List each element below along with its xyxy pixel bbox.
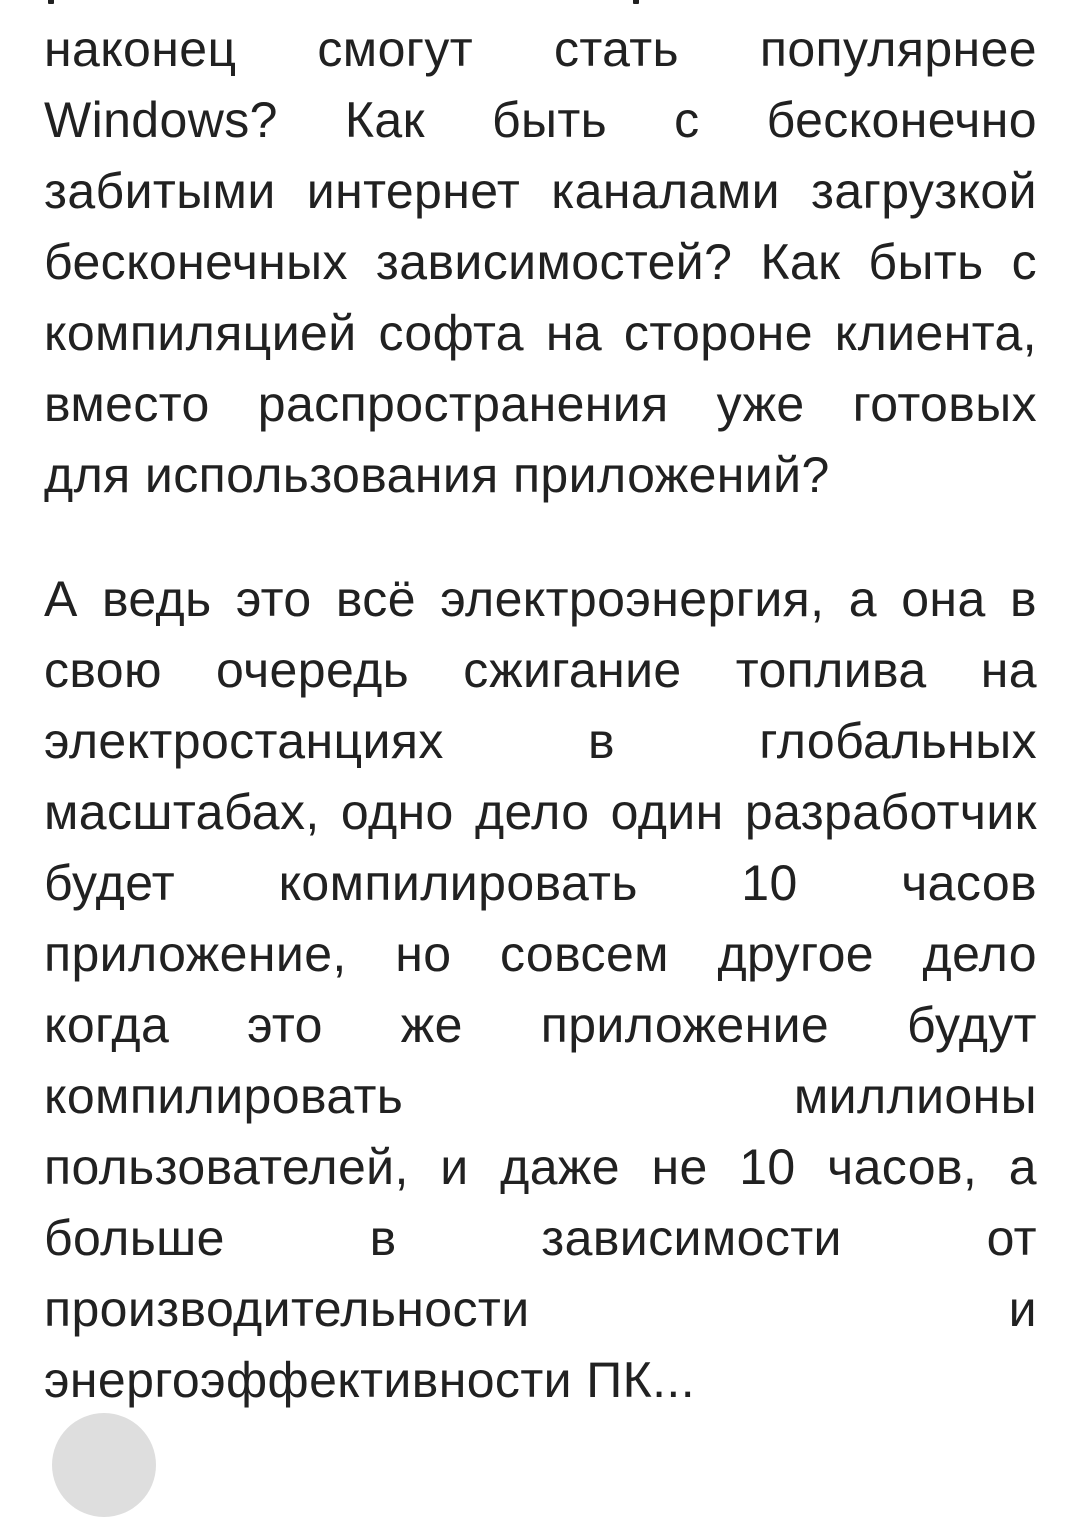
text-line [44,1203,1037,1274]
word: компиляцией [44,305,357,361]
text-line [44,1061,1037,1132]
word: готовых [852,376,1037,432]
word: производительности [44,1281,530,1337]
text-line [44,635,1037,706]
word: с [1011,234,1037,290]
word: масштабах, [44,784,320,840]
word: глобальных [759,713,1037,769]
word: наконец [44,21,237,77]
word: пользователей, [44,1139,409,1195]
word: уже [716,376,805,432]
text-line [44,777,1037,848]
floating-action-button[interactable] [52,1413,156,1517]
word: вместо [44,376,210,432]
word: сжигание [463,642,682,698]
word: популярнее [759,21,1037,77]
word: быть [868,234,984,290]
word: это [247,997,323,1053]
word: в [369,1210,397,1266]
text-line: для использования приложений? [44,447,830,503]
word: же [400,997,463,1053]
word: с [674,92,700,148]
word: загрузкой [811,163,1037,219]
word: каналами [551,163,780,219]
word: другое [717,926,875,982]
word: на [545,305,603,361]
word: один [610,784,724,840]
word: зависимостей? [375,234,733,290]
text-line [44,1274,1037,1345]
text-line [44,564,1037,635]
word: 10 [741,855,798,911]
word: но [395,926,452,982]
word: часов [901,855,1037,911]
word: бесконечно [766,92,1037,148]
word: очередь [216,642,410,698]
word: в [588,713,615,769]
word: одно [340,784,454,840]
word: стороне [623,305,813,361]
text-line [44,298,1037,369]
word: топлива [735,642,927,698]
word: интернет [306,163,521,219]
word: будут [907,997,1037,1053]
paragraph-2 [44,564,1037,1416]
word: компилировать [44,1068,404,1124]
word: ведь [102,571,212,627]
word: миллионы [793,1068,1037,1124]
word: дело [922,926,1037,982]
word: стать [553,21,679,77]
word: когда [44,997,170,1053]
word: Windows? [44,92,278,148]
word: Как [760,234,841,290]
word: разработчик [744,784,1037,840]
word: 10 [739,1139,796,1195]
word: зависимости [541,1210,842,1266]
text-line [44,706,1037,777]
text-line [44,14,1037,85]
word: и [1008,1281,1037,1337]
word: быть [491,92,608,148]
word: дело [474,784,590,840]
text-line [44,919,1037,990]
word: софта [378,305,524,361]
word: на [980,642,1037,698]
word: приложение [540,997,830,1053]
text-line [44,990,1037,1061]
word: электроэнергия, [440,571,825,627]
clipped-previous-line [44,0,1037,8]
text-line [44,1132,1037,1203]
text-line [44,369,1037,440]
word: будет [44,855,176,911]
text-line: энергоэффективности ПК... [44,1352,695,1408]
text-line [44,85,1037,156]
paragraph-1 [44,14,1037,511]
word: и [440,1139,469,1195]
word: свою [44,642,162,698]
word: забитыми [44,163,276,219]
word: в [1009,571,1037,627]
word: больше [44,1210,225,1266]
word: всё [335,571,416,627]
word: а [1008,1139,1037,1195]
word: даже [500,1139,620,1195]
text-line [44,848,1037,919]
word: электростанциях [44,713,444,769]
word: бесконечных [44,234,348,290]
word: смогут [317,21,474,77]
word: это [235,571,312,627]
word: Как [344,92,425,148]
text-line [44,156,1037,227]
text-line [44,227,1037,298]
word: часов, [827,1139,978,1195]
word: не [651,1139,708,1195]
word: распространения [257,376,669,432]
word: клиента, [834,305,1037,361]
word: она [901,571,986,627]
word: совсем [499,926,669,982]
word: А [44,571,78,627]
word: компилировать [278,855,638,911]
word: приложение, [44,926,347,982]
word: а [848,571,877,627]
word: от [986,1210,1037,1266]
